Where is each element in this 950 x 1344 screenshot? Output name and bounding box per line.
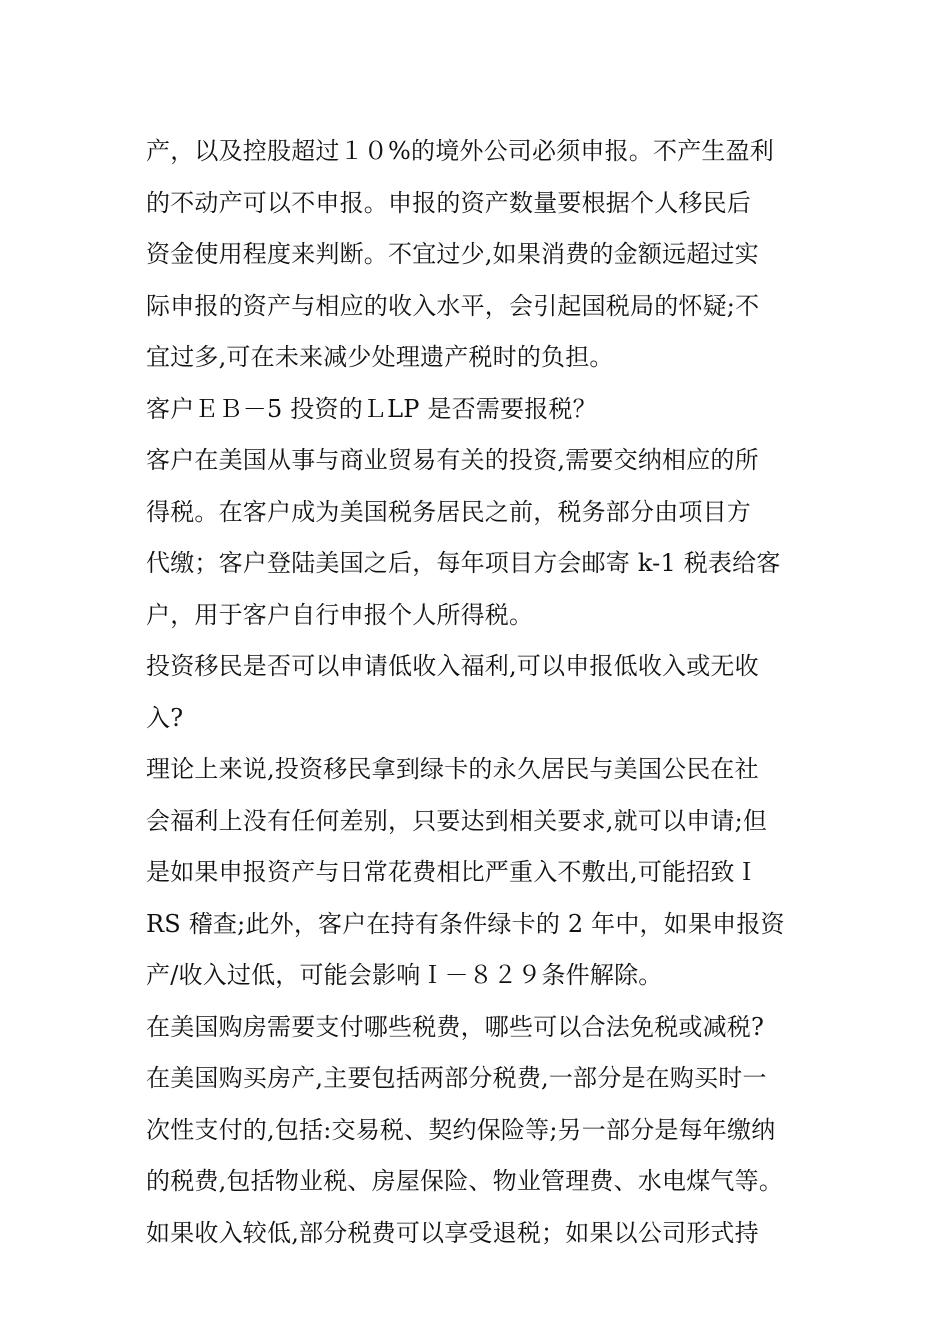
text-line: 代缴；客户登陆美国之后，每年项目方会邮寄 k-1 税表给客 (146, 549, 781, 577)
text-line: RS 稽查;此外，客户在持有条件绿卡的 2 年中，如果申报资 (146, 909, 785, 938)
text-line: 的不动产可以不申报。申报的资产数量要根据个人移民后 (146, 188, 751, 217)
text-line: 在美国购买房产,主要包括两部分税费,一部分是在购买时一 (146, 1064, 767, 1092)
text-line: 如果收入较低,部分税费可以享受退税；如果以公司形式持 (146, 1218, 759, 1247)
text-line: 理论上来说,投资移民拿到绿卡的永久居民与美国公民在社 (146, 755, 759, 783)
text-line: 得税。在客户成为美国税务居民之前，税务部分由项目方 (146, 497, 751, 526)
text-line: 户，用于客户自行申报个人所得税。 (146, 600, 534, 629)
text-line: 是如果申报资产与日常花费相比严重入不敷出,可能招致Ｉ (146, 858, 759, 886)
text-line: 资金使用程度来判断。不宜过少,如果消费的金额远超过实 (146, 240, 759, 268)
text-line: 产，以及控股超过１０%的境外公司必须申报。不产生盈利 (146, 137, 775, 165)
question-heading: 投资移民是否可以申请低收入福利,可以申报低收入或无收 (146, 652, 759, 680)
question-heading: 入? (146, 703, 184, 732)
text-line: 的税费,包括物业税、房屋保险、物业管理费、水电煤气等。 (146, 1167, 784, 1195)
body-text (146, 126, 811, 1259)
text-line: 会福利上没有任何差别，只要达到相关要求,就可以申请;但 (146, 806, 768, 835)
text-line: 客户在美国从事与商业贸易有关的投资,需要交纳相应的所 (146, 446, 759, 474)
question-heading: 客户ＥＢ－5 投资的ＬLP 是否需要报税？ (146, 394, 597, 423)
text-line: 宜过多,可在未来减少处理遗产税时的负担。 (146, 343, 614, 371)
question-heading: 在美国购房需要支付哪些税费，哪些可以合法免税或减税? (146, 1012, 765, 1041)
text-line: 产/收入过低，可能会影响Ｉ－８２９条件解除。 (146, 961, 663, 989)
text-line: 次性支付的,包括:交易税、契约保险等;另一部分是每年缴纳 (146, 1115, 776, 1144)
text-line: 际申报的资产与相应的收入水平，会引起国税局的怀疑;不 (146, 291, 760, 320)
